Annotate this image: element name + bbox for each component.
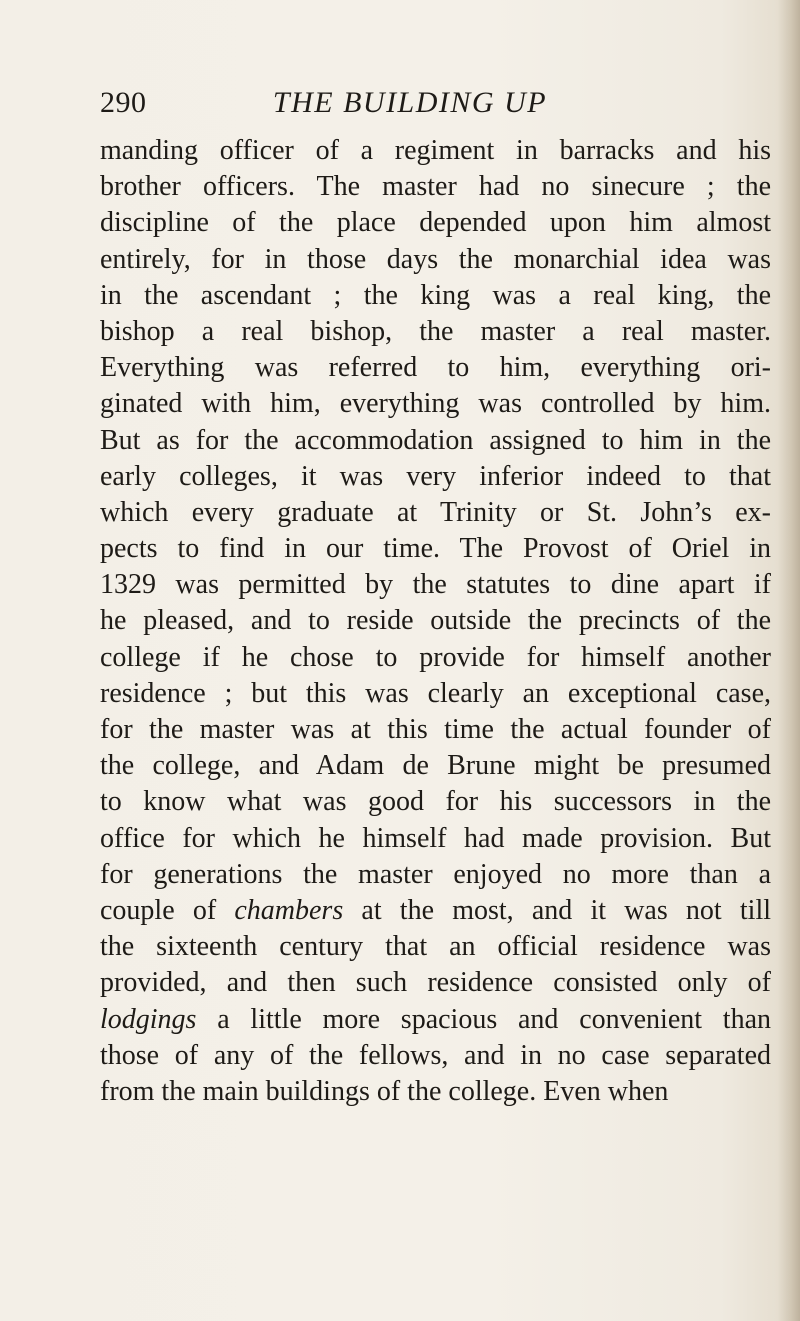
text-line [100,386,771,422]
text-line [100,423,771,459]
text-span: early colleges, it was very inferior indeed to that [100,460,771,492]
text-span: the sixteenth century that an official residence was [100,931,771,963]
text-span: he pleased, and to reside outside the precincts of the [100,605,771,637]
italic-text: chambers [234,894,344,926]
text-span: from the main buildings of the college. Even when [100,1075,669,1107]
text-line [100,1074,771,1110]
text-line [100,748,771,784]
text-line [100,712,771,748]
text-line [100,821,771,857]
text-line [100,857,771,893]
text-span: manding officer of a regiment in barracks and his [100,135,771,166]
text-line [100,965,771,1001]
text-span: discipline of the place depended upon him almost [100,207,771,239]
text-span: those of any of the fellows, and in no case separated [100,1039,771,1071]
text-line [100,314,771,350]
text-span: couple of [100,894,235,926]
text-line [100,784,771,820]
text-line [100,133,771,169]
text-span: residence ; but this was clearly an exceptional case, [100,677,771,709]
text-line [100,531,771,567]
text-span: for the master was at this time the actual founder of [100,714,771,745]
text-line [100,169,771,205]
text-line [100,1002,771,1038]
body-text [100,133,771,1110]
text-span: to know what was good for his successors in the [100,786,771,818]
text-span: a little more spacious and convenient than [196,1003,771,1035]
italic-text: lodgings [100,1003,197,1035]
text-span: at the most, and it was not till [343,894,772,926]
text-span: office for which he himself had made provision. But [100,822,771,854]
page-edge-shadow [778,0,800,1321]
text-span: bishop a real bishop, the master a real master. [100,315,771,347]
text-span: in the ascendant ; the king was a real king, the [100,279,771,311]
text-line [100,278,771,314]
text-line [100,603,771,639]
text-span: entirely, for in those days the monarchial idea was [100,243,771,275]
page-header [100,80,700,128]
page-number: 290 [100,86,147,119]
text-line [100,350,771,386]
text-line [100,459,771,495]
text-span: provided, and then such residence consisted only of [100,967,771,999]
text-line [100,893,771,929]
text-span: which every graduate at Trinity or St. John’s ex- [100,496,771,528]
text-span: ginated with him, everything was controlled by him. [100,388,771,420]
text-line [100,676,771,712]
text-line [100,929,771,965]
running-head: THE BUILDING UP [272,86,548,119]
text-line [100,640,771,676]
text-span: the college, and Adam de Brune might be presumed [100,750,771,782]
text-line [100,242,771,278]
text-line [100,1038,771,1074]
text-line [100,567,771,603]
text-span: brother officers. The master had no sinecure ; the [100,171,771,203]
text-line [100,495,771,531]
text-span: pects to find in our time. The Provost of Oriel in [100,533,771,565]
text-span: college if he chose to provide for himself another [100,641,771,673]
text-span: But as for the accommodation assigned to him in the [100,424,771,456]
text-line [100,205,771,241]
text-span: for generations the master enjoyed no more than a [100,858,771,890]
text-span: Everything was referred to him, everything ori- [100,352,771,384]
text-span: 1329 was permitted by the statutes to dine apart if [100,569,771,601]
